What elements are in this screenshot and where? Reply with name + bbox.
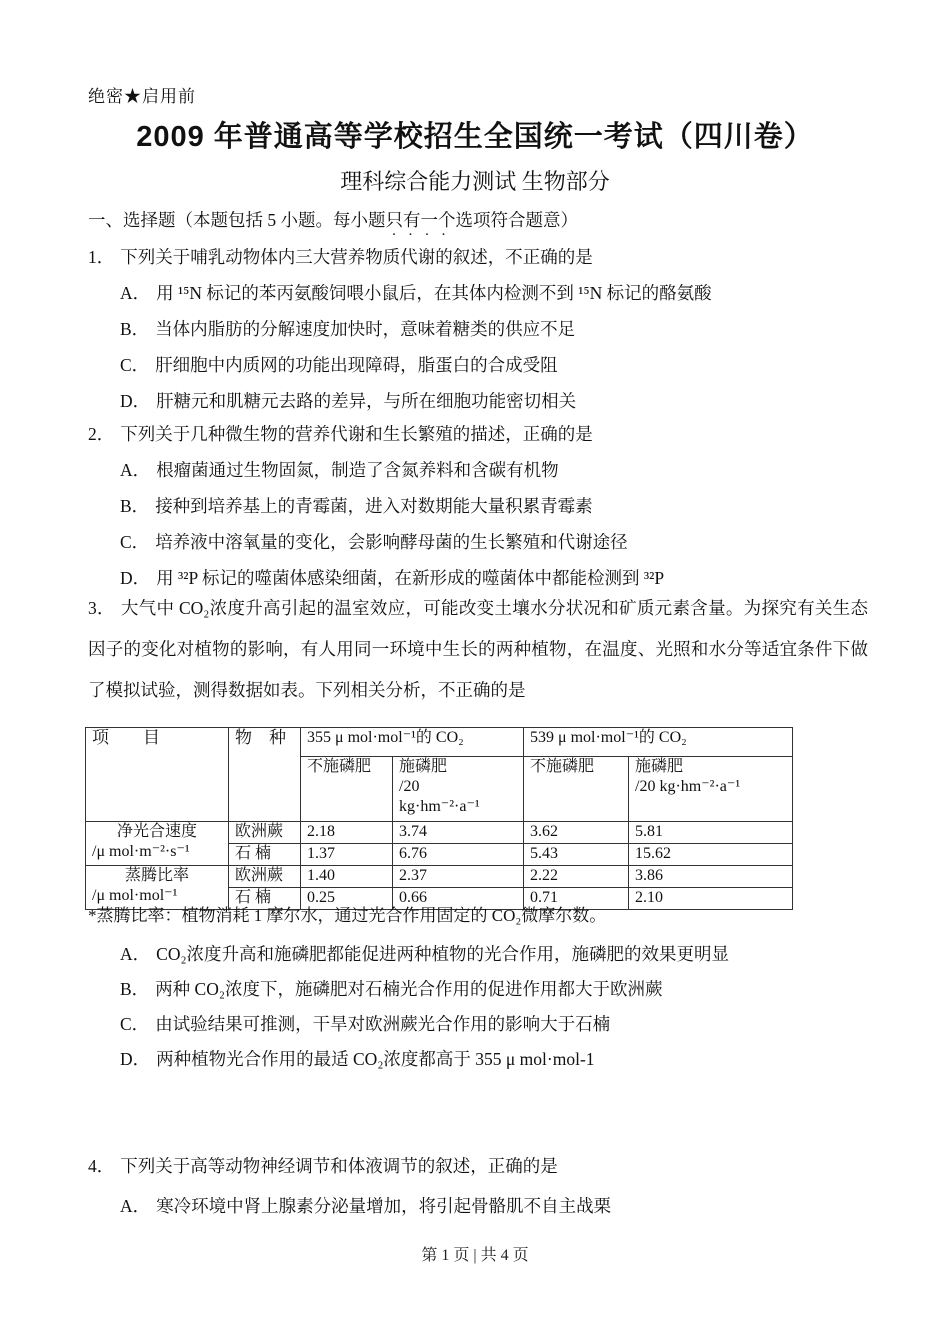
option-text: 由试验结果可推测，干旱对欧洲蕨光合作用的影响大于石楠 — [155, 1014, 611, 1034]
option-label: A． — [120, 944, 151, 964]
option-text: 两种植物光合作用的最适 CO₂浓度都高于 355 μ mol·mol-1 — [156, 1049, 595, 1069]
option-label: D． — [120, 391, 151, 411]
row-label-transpiration-ratio: 蒸腾比率 /μ mol·mol⁻¹ — [86, 866, 229, 910]
question-stem: 1． 下列关于哺乳动物体内三大营养物质代谢的叙述，不正确的是 — [88, 247, 593, 267]
option-row — [88, 391, 888, 412]
table-subheader-nop-1: 不施磷肥 — [301, 757, 393, 822]
question-stem: 4． 下列关于高等动物神经调节和体液调节的叙述，正确的是 — [88, 1156, 558, 1176]
table-row — [86, 822, 793, 844]
page-footer: 第 1 页 | 共 4 页 — [421, 1247, 529, 1264]
option-label: B． — [120, 496, 150, 516]
option-text: 接种到培养基上的青霉菌，进入对数期能大量积累青霉素 — [155, 496, 593, 516]
value-cell: 2.37 — [393, 866, 524, 888]
option-label: A． — [120, 1196, 151, 1216]
value-cell: 0.25 — [301, 888, 393, 910]
species-cell: 石 楠 — [229, 888, 301, 910]
option-text: 根瘤菌通过生物固氮，制造了含氮养料和含碳有机物 — [156, 460, 559, 480]
value-cell: 15.62 — [629, 844, 793, 866]
section-heading-post: 选项符合题意） — [455, 210, 578, 230]
option-text: 当体内脂肪的分解速度加快时，意味着糖类的供应不足 — [155, 319, 576, 339]
table-header-species: 物 种 — [229, 728, 301, 822]
option-row — [88, 283, 888, 304]
question-3-stem: 3． 大气中 CO₂浓度升高引起的温室效应，可能改变土壤水分状况和矿质元素含量。为探究有关生态因子的变化对植物的影响，有人用同一环境中生长的两种植物，在温度、光照和水分等适宜条件下做了模拟试验，测得数据如表。下列相关分析，不正确的是 — [88, 598, 868, 700]
question-3-table — [85, 727, 793, 910]
option-row — [88, 355, 888, 376]
option-text: CO₂浓度升高和施磷肥都能促进两种植物的光合作用，施磷肥的效果更明显 — [156, 944, 730, 964]
question-stem: 2． 下列关于几种微生物的营养代谢和生长繁殖的描述，正确的是 — [88, 424, 593, 444]
option-text: 培养液中溶氧量的变化，会影响酵母菌的生长繁殖和代谢途径 — [155, 532, 628, 552]
value-cell: 6.76 — [393, 844, 524, 866]
question-2 — [88, 424, 888, 589]
value-cell: 2.22 — [524, 866, 629, 888]
option-label: D． — [120, 568, 151, 588]
option-label: A． — [120, 460, 151, 480]
option-label: D． — [120, 1049, 151, 1069]
section-heading — [88, 207, 578, 243]
option-label: B． — [120, 979, 150, 999]
table-subheader-p-2: 施磷肥 /20 kg·hm⁻²·a⁻¹ — [629, 757, 793, 822]
option-row — [88, 979, 888, 1000]
table-header-co2-539: 539 μ mol·mol⁻¹的 CO₂ — [524, 728, 793, 757]
option-row — [88, 568, 888, 589]
table-row — [86, 866, 793, 888]
species-cell: 欧洲蕨 — [229, 822, 301, 844]
value-cell: 5.43 — [524, 844, 629, 866]
option-row — [88, 1049, 888, 1070]
option-label: C． — [120, 1014, 150, 1034]
question-1 — [88, 247, 888, 412]
value-cell: 3.62 — [524, 822, 629, 844]
data-table — [85, 727, 793, 910]
secrecy-label: 绝密★启用前 — [88, 87, 196, 106]
section-heading-emphasized: 只有一个 ···· — [385, 210, 458, 243]
emphasis-dots: ···· — [391, 227, 458, 243]
option-row — [88, 532, 888, 553]
table-footnote: *蒸腾比率：植物消耗 1 摩尔水，通过光合作用固定的 CO₂微摩尔数。 — [88, 906, 607, 925]
question-number: 4． — [88, 1156, 115, 1176]
section-heading-pre: 一、选择题（本题包括 5 小题。每小题 — [88, 210, 386, 230]
species-cell: 欧洲蕨 — [229, 866, 301, 888]
option-text: 用 ¹⁵N 标记的苯丙氨酸饲喂小鼠后，在其体内检测不到 ¹⁵N 标记的酪氨酸 — [156, 283, 712, 303]
species-cell: 石 楠 — [229, 844, 301, 866]
option-text: 肝糖元和肌糖元去路的差异，与所在细胞功能密切相关 — [156, 391, 577, 411]
value-cell: 2.10 — [629, 888, 793, 910]
option-label: C． — [120, 355, 150, 375]
option-label: B． — [120, 319, 150, 339]
option-row — [88, 1196, 888, 1217]
question-4 — [88, 1156, 888, 1217]
value-cell: 5.81 — [629, 822, 793, 844]
value-cell: 0.66 — [393, 888, 524, 910]
option-row — [88, 460, 888, 481]
value-cell: 2.18 — [301, 822, 393, 844]
option-text: 用 ³²P 标记的噬菌体感染细菌，在新形成的噬菌体中都能检测到 ³²P — [156, 568, 665, 588]
question-3-options — [88, 930, 888, 1070]
row-label-net-photosynthesis: 净光合速度 /μ mol·m⁻²·s⁻¹ — [86, 822, 229, 866]
option-row — [88, 319, 888, 340]
option-text: 寒冷环境中肾上腺素分泌量增加，将引起骨骼肌不自主战栗 — [156, 1196, 612, 1216]
option-row — [88, 944, 888, 965]
question-number: 2． — [88, 424, 115, 444]
option-label: A． — [120, 283, 151, 303]
table-header-co2-355: 355 μ mol·mol⁻¹的 CO₂ — [301, 728, 524, 757]
option-row — [88, 1014, 888, 1035]
value-cell: 0.71 — [524, 888, 629, 910]
page-title: 2009 年普通高等学校招生全国统一考试（四川卷） — [136, 121, 814, 153]
page-subtitle: 理科综合能力测试 生物部分 — [340, 169, 610, 194]
table-header-item: 项 目 — [86, 728, 229, 822]
table-subheader-nop-2: 不施磷肥 — [524, 757, 629, 822]
value-cell: 1.40 — [301, 866, 393, 888]
value-cell: 3.86 — [629, 866, 793, 888]
question-number: 3． — [88, 598, 115, 618]
option-row — [88, 496, 888, 517]
table-subheader-p-1: 施磷肥 /20 kg·hm⁻²·a⁻¹ — [393, 757, 524, 822]
value-cell: 3.74 — [393, 822, 524, 844]
option-label: C． — [120, 532, 150, 552]
option-text: 肝细胞中内质网的功能出现障碍，脂蛋白的合成受阻 — [155, 355, 558, 375]
value-cell: 1.37 — [301, 844, 393, 866]
question-number: 1． — [88, 247, 115, 267]
option-text: 两种 CO₂浓度下，施磷肥对石楠光合作用的促进作用都大于欧洲蕨 — [155, 979, 663, 999]
